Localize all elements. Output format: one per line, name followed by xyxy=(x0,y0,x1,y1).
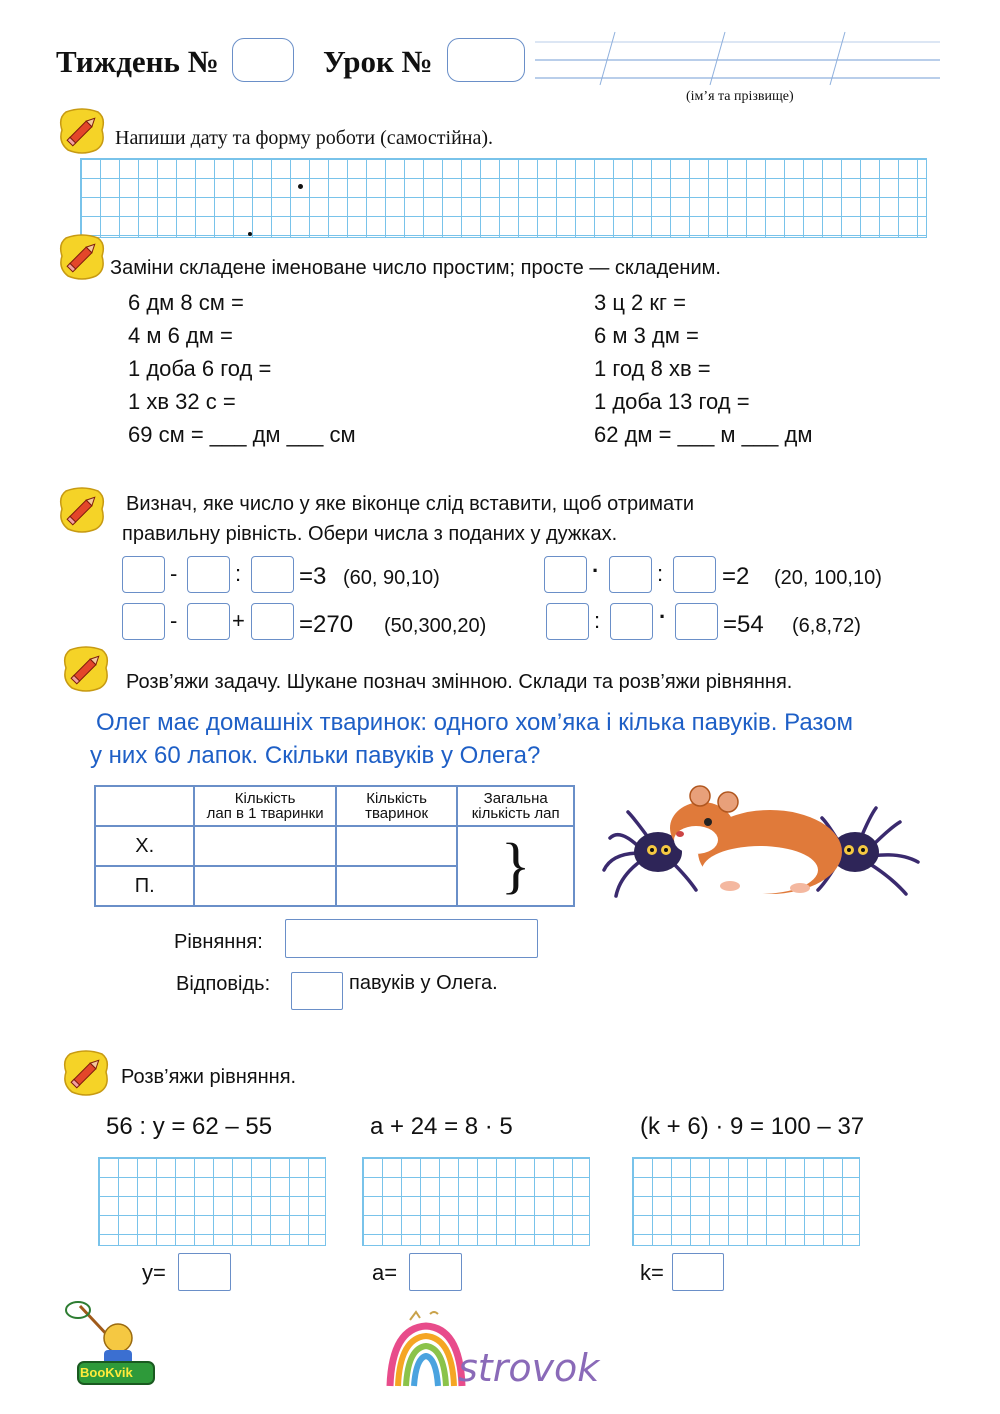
row-label-hamster: Х. xyxy=(95,826,194,866)
number-options: (50,300,20) xyxy=(384,615,487,637)
operator: - xyxy=(170,608,178,633)
date-grid[interactable] xyxy=(80,158,927,238)
number-options: (60, 90,10) xyxy=(343,567,440,589)
pencil-icon xyxy=(62,646,110,692)
answer-box[interactable] xyxy=(187,556,230,593)
task2-right-1: 3 ц 2 кг = xyxy=(594,290,687,315)
answer-label: Відповідь: xyxy=(176,973,271,995)
equation-result: =54 xyxy=(723,611,764,638)
task2-right-3: 1 год 8 хв = xyxy=(594,356,711,381)
pencil-icon xyxy=(58,234,106,280)
answer-input-a[interactable] xyxy=(409,1253,462,1291)
answer-box[interactable] xyxy=(610,603,653,640)
operator: : xyxy=(657,561,664,586)
problem-line2: у них 60 лапок. Скільки павуків у Олега? xyxy=(90,742,541,769)
equation-1: 56 : у = 62 – 55 xyxy=(106,1113,273,1140)
answer-label-k: k= xyxy=(640,1260,664,1285)
table-corner-cell xyxy=(95,786,194,826)
grid-dot xyxy=(298,184,303,189)
name-caption: (ім’я та прізвище) xyxy=(686,89,794,104)
task3-text-line2: правильну рівність. Обери числа з поданих у дужках. xyxy=(122,523,618,545)
answer-box[interactable] xyxy=(251,556,294,593)
ostrovok-logo xyxy=(380,1306,470,1394)
task3-text-line1: Визнач, яке число у яке віконце слід вставити, щоб отримати xyxy=(126,493,695,515)
operator: + xyxy=(232,608,245,633)
week-label: Тиждень № xyxy=(56,44,219,79)
answer-label-y: у= xyxy=(142,1260,166,1285)
operator: · xyxy=(659,604,667,629)
equation-result: =270 xyxy=(299,611,354,638)
task2-left-2: 4 м 6 дм = xyxy=(128,323,233,348)
brace-glyph: } xyxy=(500,832,531,900)
answer-box[interactable] xyxy=(187,603,230,640)
problem-line1: Олег має домашніх тваринок: одного хом’яка і кілька павуків. Разом xyxy=(96,709,854,736)
hamster-spiders-illustration xyxy=(600,778,940,906)
equation-label: Рівняння: xyxy=(174,931,263,953)
answer-box[interactable] xyxy=(251,603,294,640)
solution-grid-3[interactable] xyxy=(632,1157,860,1246)
table-cell[interactable] xyxy=(336,866,458,906)
answer-box[interactable] xyxy=(546,603,589,640)
problem-table xyxy=(94,785,575,907)
answer-box[interactable] xyxy=(544,556,587,593)
number-options: (6,8,72) xyxy=(792,615,861,637)
task2-left-3: 1 доба 6 год = xyxy=(128,356,272,381)
table-cell[interactable] xyxy=(194,866,335,906)
equation-3: (k + 6) · 9 = 100 – 37 xyxy=(640,1113,865,1140)
task2-left-1: 6 дм 8 см = xyxy=(128,290,244,315)
solution-grid-1[interactable] xyxy=(98,1157,326,1246)
equation-2: а + 24 = 8 · 5 xyxy=(370,1113,513,1140)
task2-right-4: 1 доба 13 год = xyxy=(594,389,750,414)
header-animal-count: Кількість тваринок xyxy=(336,786,458,826)
answer-suffix: павуків у Олега. xyxy=(349,972,498,994)
solution-grid-2[interactable] xyxy=(362,1157,590,1246)
name-lines[interactable] xyxy=(530,30,945,90)
operator: · xyxy=(592,558,600,583)
operator: - xyxy=(170,561,178,586)
pencil-icon xyxy=(58,108,106,154)
ostrovok-logo-text: strovok xyxy=(458,1346,600,1390)
bookvik-logo-text: BooKvik xyxy=(80,1365,133,1380)
table-cell[interactable] xyxy=(194,826,335,866)
answer-input-k[interactable] xyxy=(672,1253,724,1291)
table-cell[interactable] xyxy=(336,826,458,866)
pencil-icon xyxy=(62,1050,110,1096)
task2-right-5: 62 дм = ___ м ___ дм xyxy=(594,422,813,447)
row-label-spider: П. xyxy=(95,866,194,906)
answer-input[interactable] xyxy=(291,972,343,1010)
task1-text: Напиши дату та форму роботи (самостійна). xyxy=(115,127,494,149)
equation-result: =2 xyxy=(722,563,750,590)
task5-text: Розв’яжи рівняння. xyxy=(121,1066,297,1088)
answer-box[interactable] xyxy=(609,556,652,593)
lesson-number-input[interactable] xyxy=(447,38,525,82)
task2-left-4: 1 хв 32 с = xyxy=(128,389,236,414)
task2-left-5: 69 см = ___ дм ___ см xyxy=(128,422,356,447)
task2-text: Заміни складене іменоване число простим; просте — складеним. xyxy=(110,257,721,279)
grid-dot xyxy=(248,232,252,236)
answer-box[interactable] xyxy=(675,603,718,640)
equation-result: =3 xyxy=(299,563,327,590)
answer-box[interactable] xyxy=(122,603,165,640)
header-legs-per-animal: Кількість лап в 1 тваринки xyxy=(194,786,335,826)
operator: : xyxy=(235,561,242,586)
number-options: (20, 100,10) xyxy=(774,567,882,589)
operator: : xyxy=(594,608,601,633)
header-total-legs: Загальна кількість лап xyxy=(457,786,574,826)
answer-label-a: а= xyxy=(372,1260,398,1285)
task2-right-2: 6 м 3 дм = xyxy=(594,323,699,348)
pencil-icon xyxy=(58,487,106,533)
total-legs-cell[interactable] xyxy=(457,826,574,906)
answer-input-y[interactable] xyxy=(178,1253,231,1291)
answer-box[interactable] xyxy=(673,556,716,593)
answer-box[interactable] xyxy=(122,556,165,593)
task4-text: Розв’яжи задачу. Шукане познач змінною. Склади та розв’яжи рівняння. xyxy=(126,671,793,693)
lesson-label: Урок № xyxy=(323,44,433,79)
week-number-input[interactable] xyxy=(232,38,294,82)
equation-input[interactable] xyxy=(285,919,538,958)
